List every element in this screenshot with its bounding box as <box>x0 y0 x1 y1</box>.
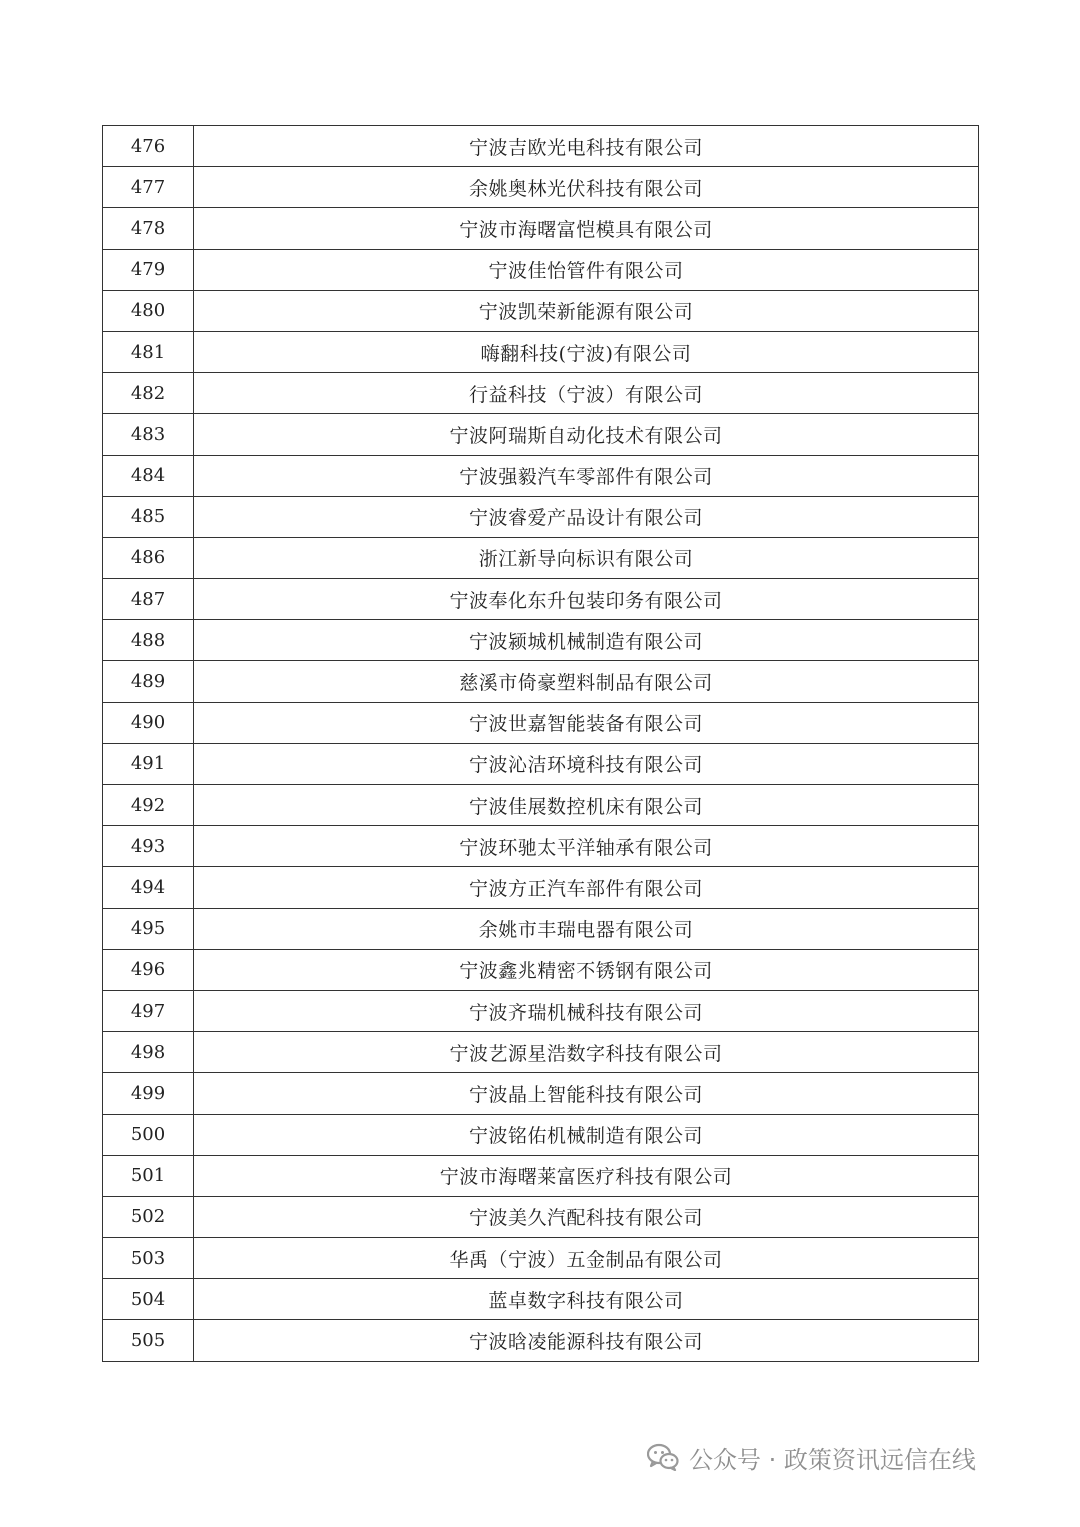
table-row <box>103 702 979 743</box>
row-number-cell: 497 <box>103 990 194 1031</box>
company-name-cell: 宁波睿爱产品设计有限公司 <box>194 496 979 537</box>
table-row <box>103 990 979 1031</box>
row-number-cell: 485 <box>103 496 194 537</box>
table-row <box>103 785 979 826</box>
row-number-cell: 488 <box>103 620 194 661</box>
row-number-cell: 479 <box>103 249 194 290</box>
row-number-cell: 489 <box>103 661 194 702</box>
wechat-icon <box>647 1443 679 1471</box>
table-row <box>103 208 979 249</box>
company-name-cell: 宁波阿瑞斯自动化技术有限公司 <box>194 414 979 455</box>
row-number-cell: 484 <box>103 455 194 496</box>
row-number-cell: 483 <box>103 414 194 455</box>
row-number-cell: 503 <box>103 1238 194 1279</box>
row-number-cell: 504 <box>103 1279 194 1320</box>
row-number-cell: 486 <box>103 537 194 578</box>
table-row <box>103 908 979 949</box>
wechat-watermark <box>647 1437 976 1477</box>
table-row <box>103 373 979 414</box>
company-name-cell: 浙江新导向标识有限公司 <box>194 537 979 578</box>
table-row <box>103 290 979 331</box>
company-name-cell: 宁波强毅汽车零部件有限公司 <box>194 455 979 496</box>
company-name-cell: 宁波环驰太平洋轴承有限公司 <box>194 826 979 867</box>
row-number-cell: 501 <box>103 1155 194 1196</box>
table-row <box>103 579 979 620</box>
company-name-cell: 宁波颍城机械制造有限公司 <box>194 620 979 661</box>
row-number-cell: 480 <box>103 290 194 331</box>
table-row <box>103 126 979 167</box>
row-number-cell: 477 <box>103 167 194 208</box>
table-row <box>103 455 979 496</box>
table-row <box>103 414 979 455</box>
row-number-cell: 494 <box>103 867 194 908</box>
row-number-cell: 499 <box>103 1073 194 1114</box>
table-row <box>103 1196 979 1237</box>
table-row <box>103 743 979 784</box>
table-row <box>103 949 979 990</box>
table-row <box>103 1114 979 1155</box>
company-name-cell: 嗨翻科技(宁波)有限公司 <box>194 331 979 372</box>
row-number-cell: 493 <box>103 826 194 867</box>
company-name-cell: 宁波奉化东升包装印务有限公司 <box>194 579 979 620</box>
table-row <box>103 537 979 578</box>
row-number-cell: 491 <box>103 743 194 784</box>
row-number-cell: 502 <box>103 1196 194 1237</box>
company-name-cell: 宁波艺源星浩数字科技有限公司 <box>194 1032 979 1073</box>
company-name-cell: 宁波吉欧光电科技有限公司 <box>194 126 979 167</box>
table-row <box>103 826 979 867</box>
row-number-cell: 500 <box>103 1114 194 1155</box>
company-name-cell: 宁波美久汽配科技有限公司 <box>194 1196 979 1237</box>
table-row <box>103 1320 979 1361</box>
row-number-cell: 505 <box>103 1320 194 1361</box>
row-number-cell: 481 <box>103 331 194 372</box>
table-row <box>103 661 979 702</box>
company-list-table-container <box>102 125 978 1362</box>
table-row <box>103 331 979 372</box>
company-name-cell: 华禹（宁波）五金制品有限公司 <box>194 1238 979 1279</box>
company-name-cell: 慈溪市倚豪塑料制品有限公司 <box>194 661 979 702</box>
table-row <box>103 1032 979 1073</box>
row-number-cell: 482 <box>103 373 194 414</box>
row-number-cell: 478 <box>103 208 194 249</box>
row-number-cell: 487 <box>103 579 194 620</box>
table-row <box>103 1155 979 1196</box>
company-name-cell: 蓝卓数字科技有限公司 <box>194 1279 979 1320</box>
company-name-cell: 宁波齐瑞机械科技有限公司 <box>194 990 979 1031</box>
table-row <box>103 496 979 537</box>
table-row <box>103 249 979 290</box>
row-number-cell: 496 <box>103 949 194 990</box>
company-name-cell: 余姚市丰瑞电器有限公司 <box>194 908 979 949</box>
company-name-cell: 宁波晗凌能源科技有限公司 <box>194 1320 979 1361</box>
row-number-cell: 498 <box>103 1032 194 1073</box>
table-body <box>103 126 979 1362</box>
company-name-cell: 宁波晶上智能科技有限公司 <box>194 1073 979 1114</box>
company-name-cell: 余姚奥林光伏科技有限公司 <box>194 167 979 208</box>
table-row <box>103 1238 979 1279</box>
table-row <box>103 1279 979 1320</box>
company-list-table <box>102 125 979 1362</box>
company-name-cell: 宁波铭佑机械制造有限公司 <box>194 1114 979 1155</box>
table-row <box>103 167 979 208</box>
company-name-cell: 宁波佳怡管件有限公司 <box>194 249 979 290</box>
company-name-cell: 宁波方正汽车部件有限公司 <box>194 867 979 908</box>
row-number-cell: 495 <box>103 908 194 949</box>
company-name-cell: 宁波佳展数控机床有限公司 <box>194 785 979 826</box>
company-name-cell: 宁波沁洁环境科技有限公司 <box>194 743 979 784</box>
company-name-cell: 宁波世嘉智能装备有限公司 <box>194 702 979 743</box>
company-name-cell: 行益科技（宁波）有限公司 <box>194 373 979 414</box>
company-name-cell: 宁波鑫兆精密不锈钢有限公司 <box>194 949 979 990</box>
row-number-cell: 476 <box>103 126 194 167</box>
table-row <box>103 867 979 908</box>
company-name-cell: 宁波市海曙莱富医疗科技有限公司 <box>194 1155 979 1196</box>
company-name-cell: 宁波市海曙富恺模具有限公司 <box>194 208 979 249</box>
row-number-cell: 490 <box>103 702 194 743</box>
table-row <box>103 1073 979 1114</box>
company-name-cell: 宁波凯荣新能源有限公司 <box>194 290 979 331</box>
watermark-text: 公众号 · 政策资讯远信在线 <box>689 1445 976 1474</box>
row-number-cell: 492 <box>103 785 194 826</box>
table-row <box>103 620 979 661</box>
